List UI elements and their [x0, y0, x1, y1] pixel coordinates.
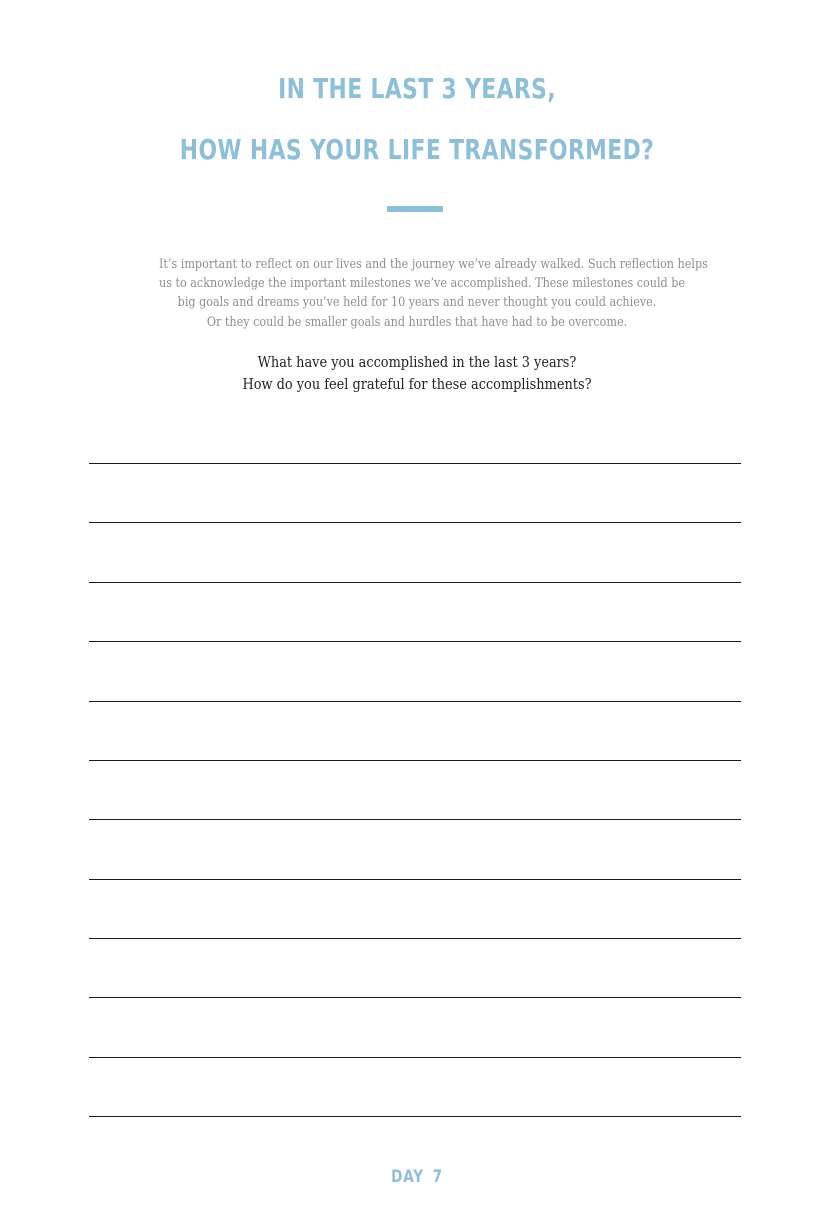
title-divider — [387, 206, 443, 212]
writing-line[interactable] — [89, 463, 741, 464]
writing-line[interactable] — [89, 1116, 741, 1117]
writing-line[interactable] — [89, 522, 741, 523]
writing-line[interactable] — [89, 819, 741, 820]
writing-line[interactable] — [89, 938, 741, 939]
intro-line: It’s important to reflect on our lives and the journey we’ve already walked. Such reflection helps — [159, 257, 708, 272]
writing-line[interactable] — [89, 641, 741, 642]
reflection-prompt — [159, 351, 675, 395]
writing-line[interactable] — [89, 701, 741, 702]
writing-line[interactable] — [89, 582, 741, 583]
intro-line: Or they could be smaller goals and hurdles that have had to be overcome. — [206, 314, 628, 330]
page-title-line-1: IN THE LAST 3 YEARS, — [278, 72, 556, 105]
page-footer-day-label: DAY 7 — [391, 1167, 443, 1187]
intro-line: us to acknowledge the important milestones we’ve accomplished. These milestones could be — [159, 276, 686, 292]
intro-paragraph — [159, 255, 708, 332]
page-title-line-2: HOW HAS YOUR LIFE TRANSFORMED? — [179, 133, 655, 166]
prompt-question-2: How do you feel grateful for these accomplishments? — [242, 375, 592, 393]
writing-line[interactable] — [89, 760, 741, 761]
writing-line[interactable] — [89, 879, 741, 880]
writing-line[interactable] — [89, 997, 741, 998]
prompt-question-1: What have you accomplished in the last 3 years? — [257, 353, 577, 371]
intro-line: big goals and dreams you’ve held for 10 years and never thought you could achieve. — [177, 295, 657, 311]
writing-line[interactable] — [89, 1057, 741, 1058]
